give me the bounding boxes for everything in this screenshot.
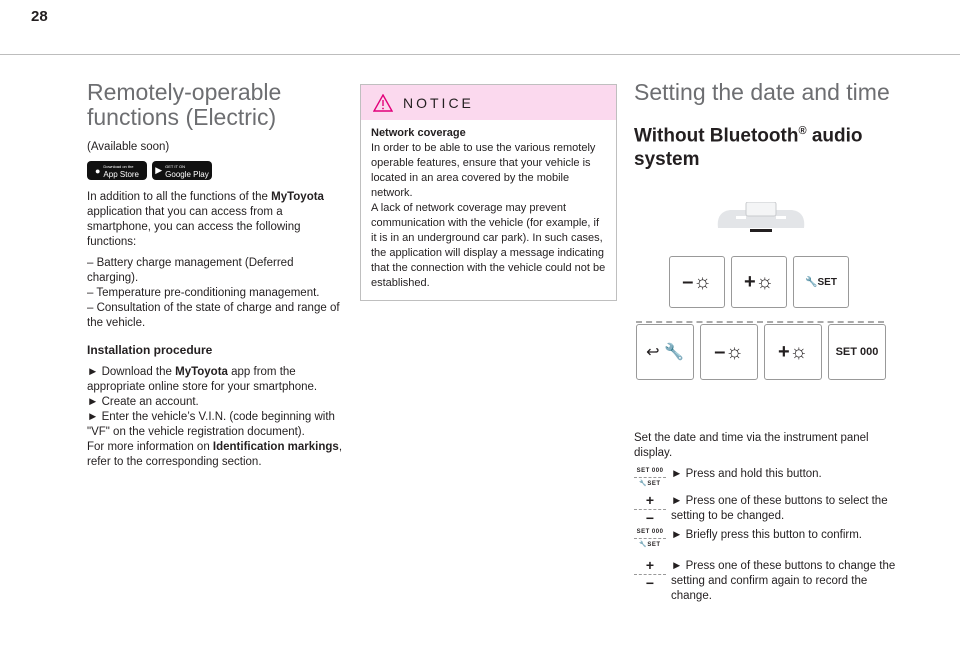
badge-big-text: App Store — [103, 169, 139, 179]
warning-icon — [373, 94, 393, 112]
bullet-item: – Battery charge management (Deferred charging). — [87, 257, 294, 284]
wrench-set-icon: 🔧SET — [805, 276, 837, 288]
set-wrench-button[interactable] — [793, 256, 849, 308]
notice-box — [360, 84, 617, 301]
back-wrench-button[interactable] — [636, 324, 694, 380]
subsection-title: Without Bluetooth® audio system — [634, 125, 863, 171]
section-title: Setting the date and time — [634, 79, 890, 105]
notice-header — [361, 85, 616, 120]
left-column — [87, 80, 347, 476]
notice-body — [361, 120, 616, 297]
badge-small-text: GET IT ON — [165, 163, 186, 169]
dashed-separator — [636, 321, 884, 323]
install-heading: Installation procedure — [87, 343, 213, 357]
bottom-button-row — [636, 324, 886, 380]
instruction-step: SET 000 🔧SET ► Briefly press this button to confirm. — [634, 528, 896, 543]
install-step: ► Create an account. — [87, 396, 199, 408]
availability-note: (Available soon) — [87, 141, 170, 153]
brightness-plus-button[interactable] — [764, 324, 822, 380]
control-panel-diagram — [634, 184, 896, 434]
notice-text: In order to be able to use the various remotely operable features, ensure that your vehicle is located in an area covered by the mobile network. A lack of network coverage may prevent communication with the vehicle (for example, if it is in an underground car park). In such cases, the application will display a message indicating that the connection with the vehicle could not be established. — [371, 142, 606, 289]
instruction-step: SET 000 🔧SET ► Press and hold this button. — [634, 467, 896, 482]
intro-paragraph: In addition to all the functions of the MyToyota application that you can access from a smartphone, you can access the following functions: — [87, 191, 324, 248]
plus-minus-icon: + − — [634, 494, 666, 525]
install-step: ► Enter the vehicle’s V.I.N. (code beginning with "VF" on the vehicle registration document). — [87, 411, 335, 438]
notice-label: NOTICE — [403, 94, 474, 111]
plus-sun-icon: +☼ — [743, 270, 774, 293]
minus-sun-icon: –☼ — [714, 340, 744, 363]
bullet-item: – Consultation of the state of charge and range of the vehicle. — [87, 302, 340, 329]
instructions-intro: Set the date and time via the instrument panel display. — [634, 432, 869, 460]
apple-icon: ● — [94, 165, 101, 176]
plus-sun-icon: +☼ — [777, 340, 808, 363]
right-column — [634, 80, 896, 608]
brightness-minus-button[interactable] — [669, 256, 725, 308]
back-wrench-icon: ↩ 🔧 — [646, 344, 684, 362]
badge-small-text: Download on the — [103, 163, 134, 169]
brightness-plus-button[interactable] — [731, 256, 787, 308]
minus-sun-icon: –☼ — [682, 270, 712, 293]
play-icon: ▶ — [155, 165, 163, 175]
set-000-button[interactable] — [828, 324, 886, 380]
instruction-step: + − ► Press one of these buttons to select the setting to be changed. — [634, 494, 896, 524]
google-play-badge[interactable] — [152, 161, 212, 180]
store-badges — [87, 161, 347, 180]
dashboard-display-icon — [716, 202, 806, 236]
page-number: 28 — [31, 8, 48, 25]
instruction-step: + − ► Press one of these buttons to change the setting and confirm again to record the change. — [634, 559, 896, 604]
set-buttons-icon: SET 000 🔧SET — [634, 528, 666, 549]
plus-minus-icon: + − — [634, 559, 666, 590]
top-button-row — [669, 256, 849, 308]
brightness-minus-button[interactable] — [700, 324, 758, 380]
header-rule — [0, 54, 960, 55]
section-title: Remotely-operable functions (Electric) — [87, 79, 282, 130]
badge-big-text: Google Play — [165, 169, 209, 179]
set-buttons-icon: SET 000 🔧SET — [634, 467, 666, 488]
app-store-badge[interactable] — [87, 161, 147, 180]
more-info: For more information on Identification markings, refer to the corresponding section. — [87, 441, 343, 468]
set-000-icon: SET 000 — [835, 346, 879, 359]
bullet-item: – Temperature pre-conditioning management. — [87, 287, 320, 299]
install-step: ► Download the MyToyota app from the appropriate online store for your smartphone. — [87, 366, 318, 393]
notice-heading: Network coverage — [371, 127, 466, 139]
